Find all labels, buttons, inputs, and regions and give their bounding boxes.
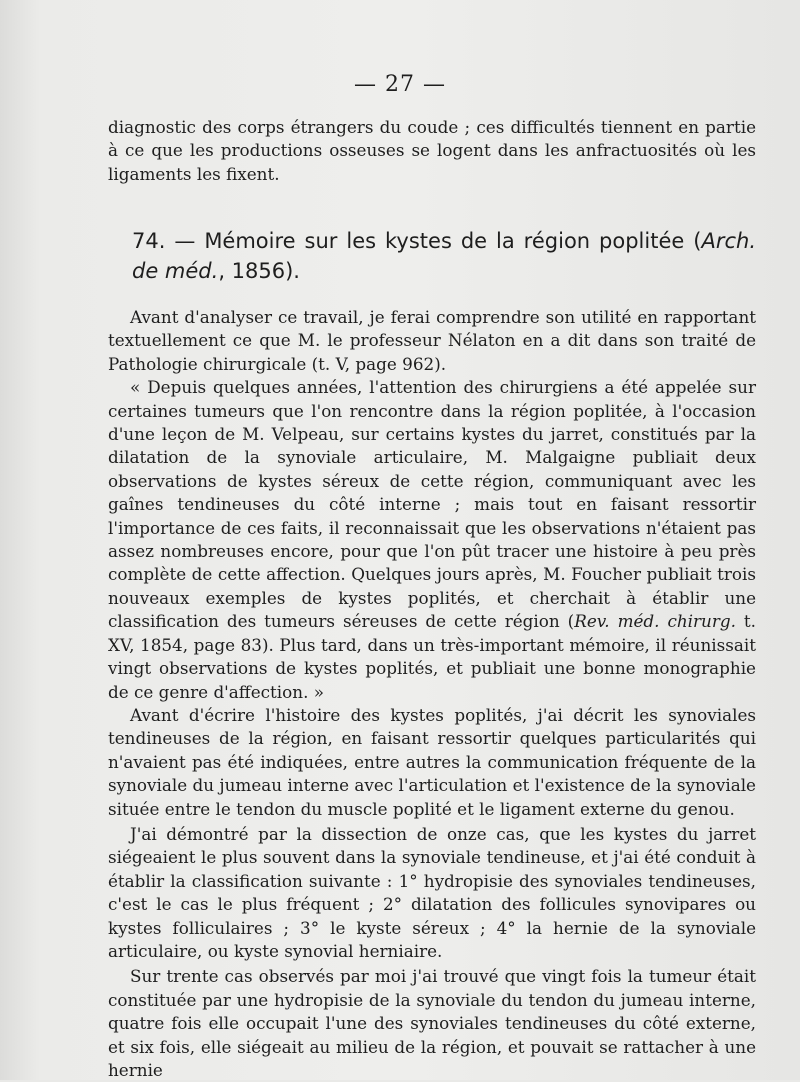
- paragraph-4: J'ai démontré par la dissection de onze cas, que les kystes du jarret siégeaient le plus souvent dans la synoviale tendineuse, et j'ai été conduit à établir la classification suivante : 1° hydropisie des synoviales tendineuses, c'est le cas le plus fréquent ; 2° dilatation des follicules synovipares ou kystes folliculaires ; 3° le kyste séreux ; 4° la hernie de la synoviale articulaire, ou kyste synovial herniaire.: [108, 823, 756, 961]
- citation-open: (: [559, 611, 575, 632]
- heading-number: 74. —: [132, 229, 196, 253]
- heading-source-open: (: [693, 229, 702, 253]
- body-text: [108, 306, 756, 1082]
- quote-text: « Depuis quelques années, l'attention des chirurgiens a été appelée sur certaines tumeurs que l'on rencontre dans la région poplitée, à l'occasion d'une leçon de M. Velpeau, sur certains kystes du jarret, constitués par la dilatation de la synoviale articulaire, M. Malgaigne publiait deux observations de kystes séreux de cette région, communiquant avec les gaînes tendineuses du côté interne ; mais tout en faisant ressortir l'importance de ces faits, il reconnaissait que les observations n'étaient pas assez nombreuses encore, pour que l'on pût tracer une histoire à peu près complète de cette affection. Quelques jours après, M. Foucher publiait trois nouveaux exemples de kystes poplités, et cherchait à établir une classification des tumeurs séreuses de cette région: [108, 377, 756, 632]
- citation-journal: Rev. méd. chirurg.: [574, 611, 736, 632]
- paragraph-5: Sur trente cas observés par moi j'ai trouvé que vingt fois la tumeur était constituée par une hydropisie de la synoviale du tendon du jumeau interne, quatre fois elle occupait l'une des synoviales tendineuses du côté externe, et six fois, elle siégeait au milieu de la région, et pouvait se rattacher à une hernie: [108, 966, 756, 1080]
- section-heading: [132, 226, 756, 286]
- paragraph-3: Avant d'écrire l'histoire des kystes poplités, j'ai décrit les synoviales tendineuses de la région, en faisant ressortir quelques particularités qui n'avaient pas été indiquées, entre autres la communication fréquente de la synoviale du jumeau interne avec l'articulation et l'existence de la synoviale située entre le tendon du muscle poplité et le ligament externe du genou.: [108, 704, 756, 819]
- heading-source-journal: Arch. de méd.: [132, 229, 756, 283]
- heading-source-year: , 1856).: [218, 259, 300, 283]
- intro-paragraph-block: [108, 116, 756, 186]
- intro-paragraph: diagnostic des corps étrangers du coude ; ces difficultés tiennent en partie à ce que les productions osseuses se logent dans les anfractuosités où les ligaments les fixent.: [108, 117, 756, 184]
- page-number: — 27 —: [354, 72, 446, 97]
- paragraph-1: Avant d'analyser ce travail, je ferai comprendre son utilité en rapportant textuellement ce que M. le professeur Nélaton en a dit dans son traité de Pathologie chirurgicale (t. V, page 962).: [108, 307, 756, 374]
- heading-title: Mémoire sur les kystes de la région poplitée: [204, 229, 685, 253]
- paragraph-2-quote: [108, 376, 756, 704]
- citation-rest: t. XV, 1854, page 83). Plus tard, dans un très-important mémoire, il réunissait vingt observations de kystes poplités, et publiait une bonne monographie de ce genre d'affection. »: [108, 611, 756, 702]
